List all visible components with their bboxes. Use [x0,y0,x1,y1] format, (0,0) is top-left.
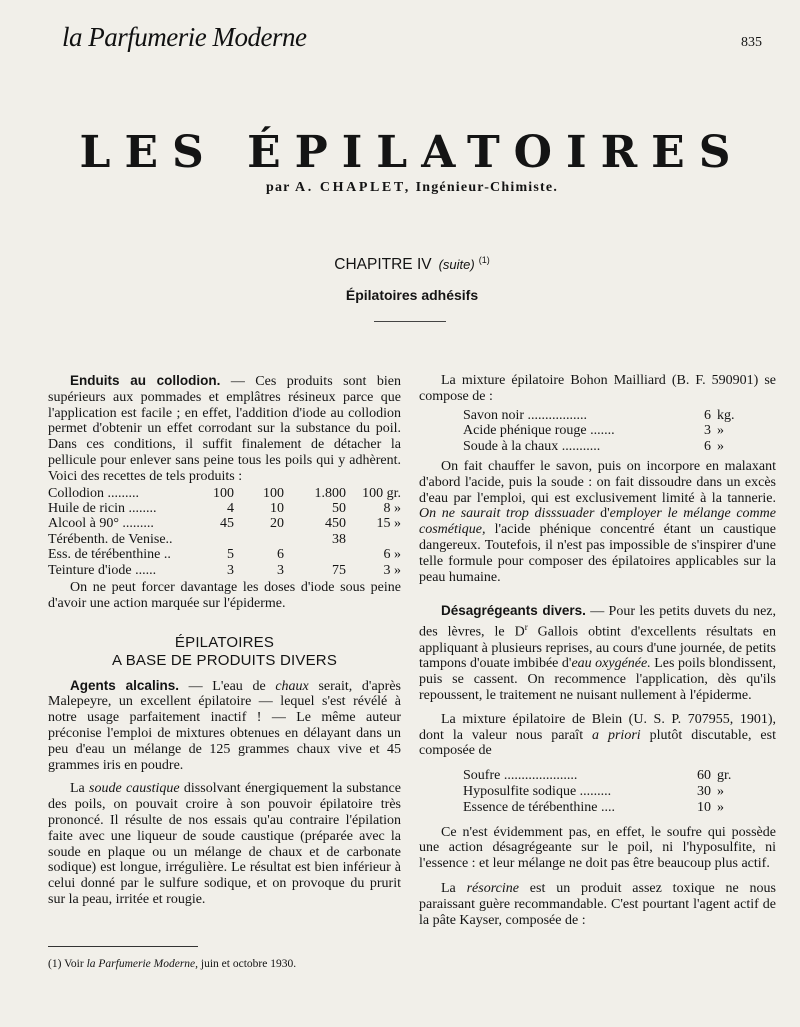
ingredient-qty: 3 [704,423,711,439]
table-row [48,563,401,578]
page-number: 835 [741,35,762,50]
ingredient-name: Hyposulfite sodique ......... [463,783,612,799]
recipe-row [463,423,751,439]
bohon-text-3: l'acide phénique concentré étant un caustique dangereux. Toutefois, il n'est pas impossible de s'inspirer d'une telle formule pour composer des épilatoires applicables sur la peau humaine. [419,522,776,585]
article-title: LES ÉPILATOIRES [79,127,745,178]
table-row [48,501,401,516]
desagregeants-text-1: — Pour les petits duvets du nez, des lèvres, le D [419,604,776,640]
ingredient-name: Ess. de térébenthine .. [48,547,171,563]
byline-role: Ingénieur-Chimiste. [415,180,559,195]
chapter-footnote-ref: (1) [478,255,490,265]
alcalins-text-2: serait, d'après Malepeyre, un excellent épilatoire — lequel s'est révélé à notre usage parfaitement inactif ! — Le même auteur préconise l'emploi de mixtures obtenues en délayant dans un peu d'eau un mélange de 125 grammes chaux vive et 45 grammes iris en poudre. [48,678,401,773]
footnote-italic: la Parfumerie Moderne, [86,958,199,970]
ingredient-qty [234,532,284,547]
ingredient-qty: 3 [277,562,284,578]
lead-desagregeants: Désagrégeants divers. [441,603,586,619]
ingredient-qty: 5 [227,547,234,563]
ingredient-qty: 15 » [376,516,401,532]
footnote-rule [48,946,198,947]
ingredient-qty: 38 [332,531,346,547]
ingredient-qty: 10 [270,500,284,516]
ingredient-qty: 10 [697,799,711,815]
chapter-number: CHAPITRE IV [334,256,432,274]
left-column [48,373,401,908]
ingredient-unit: » [717,783,724,799]
paragraph-blein-intro [419,712,776,759]
ingredient-qty: 30 [697,783,711,799]
desagregeants-italic: eau oxygénée. [571,656,651,672]
recipe-row [463,439,751,455]
ingredient-name: Savon noir ................. [463,407,588,423]
ingredient-qty: 6 [704,407,711,423]
soude-italic: soude caustique [89,781,180,797]
bohon-recipe-table [463,408,751,455]
ingredient-name: Alcool à 90° ......... [48,516,154,532]
byline-prefix: par [265,180,291,195]
ingredient-qty: 45 [220,516,234,532]
ingredient-qty: 6 [277,547,284,563]
ingredient-name: Térébenth. de Venise.. [48,531,173,547]
byline-author: A. CHAPLET, [295,180,411,195]
bohon-text-2: d' [594,506,610,522]
paragraph-bohon [419,459,776,585]
ingredient-qty: 450 [325,516,346,532]
table-row [48,516,401,531]
ingredient-qty: 100 [213,485,234,501]
ingredient-qty: 75 [332,562,346,578]
paragraph-iode: On ne peut forcer davantage les doses d'iode sous peine d'avoir une action marquée sur l'épiderme. [48,580,401,611]
ingredient-qty: 8 » [383,500,401,516]
ingredient-unit: kg. [717,407,735,423]
paragraph-alcalins [48,678,401,774]
desagregeants-text-2: Gallois obtint d'excellents résultats en appliquant à plusieurs reprises, au cours d'une journée, de petits tampons d'ouate imbibée d' [419,624,776,672]
ingredient-qty: 100 gr. [362,485,401,501]
resorcine-text-2: est un produit assez toxique ne nous paraissant guère recommandable. C'est pourtant l'agent actif de la pâte Kayser, composée de : [419,880,777,928]
desagregeants-text-3: Les poils blondissent, puis se cassent. On recommence l'application, dès qu'ils repoussent, le traitement ne nuisant nullement à l'épiderme. [419,656,776,703]
bohon-italic-2: employer le mélange comme cosmétique, [419,506,776,538]
ingredient-unit: » [717,439,724,455]
ingredient-qty: 6 [704,439,711,455]
ingredient-unit: » [717,423,724,439]
paragraph-soude [48,781,401,907]
soude-text-1: La [70,781,90,797]
paragraph-soufre: Ce n'est évidemment pas, en effet, le soufre qui possède une action désagrégeante sur le poil, ni l'hyposulfite, ni l'essence : et leur mélange ne doit pas être beaucoup plus actif. [419,824,776,872]
journal-masthead: la Parfumerie Moderne [62,22,307,52]
chapter-heading [0,255,800,274]
ingredient-name: Essence de térébenthine .... [463,799,615,815]
ingredient-qty: 3 [227,562,234,578]
byline [0,180,800,196]
ingredient-qty: 20 [270,516,284,532]
ornament-rule [374,321,446,322]
ingredient-unit: » [717,799,724,815]
paragraph-bohon-intro: La mixture épilatoire Bohon Mailliard (B. F. 590901) se compose de : [419,373,776,404]
ingredient-qty: 4 [227,500,234,516]
table-row [48,532,401,547]
ingredient-name: Teinture d'iode ...... [48,562,157,578]
ingredient-qty: 1.800 [314,485,346,501]
section-subtitle: Épilatoires adhésifs [345,287,479,303]
recipe-row [463,408,751,424]
ingredient-name: Acide phénique rouge ....... [463,423,615,439]
lead-collodion: Enduits au collodion. [70,373,221,388]
paragraph-desagregeants [419,603,776,703]
resorcine-italic: résorcine [466,880,519,896]
section-head-epilatoires: ÉPILATOIRES [174,633,275,651]
soude-text-2: dissolvant énergiquement la substance des poils, on pouvait croire à son pouvoir épilatoire très prononcé. Il résulte de nos essais qu'au contraire l'épilation faite avec une liqueur de soude caustique (préparée avec la soude en plaque ou un mélange de chaux et de carbonate sodique) est longue, irrégulière. Le résultat est bien inférieur à celui donné par le sulfure sodique, et on provoque du prurit sur la peau, irritée et rougie. [48,781,401,907]
ingredient-qty: 50 [332,500,346,516]
footnote [48,958,296,970]
ingredient-name: Huile de ricin ........ [48,500,157,516]
ingredient-qty: 3 » [383,562,401,578]
blein-recipe-table [463,768,751,815]
section-head-produits-divers: A BASE DE PRODUITS DIVERS [111,651,338,669]
ingredient-name: Soufre ..................... [463,768,578,784]
lead-alcalins: Agents alcalins. [70,677,179,693]
alcalins-text-1: — L'eau de [178,678,276,694]
bohon-italic-1: On ne saurait trop disssuader [419,506,595,522]
ingredient-qty: 100 [263,485,284,501]
ingredient-name: Collodion ......... [48,485,140,501]
chapter-suite: (suite) [438,257,475,273]
footnote-text-1: (1) Voir [48,958,87,970]
ingredient-name: Soude à la chaux ........... [463,439,601,455]
paragraph-collodion [48,373,401,485]
blein-text-2: plutôt discutable, est composée de [419,727,776,759]
blein-italic: a priori [592,727,641,743]
alcalins-italic: chaux [275,678,309,694]
collodion-text: — Ces produits sont bien supérieurs aux pommades et emplâtres résineux parce que l'application est facile ; en effet, l'addition d'iode au collodion permet d'obtenir un effet corrodant sur la substance du poil. Dans ces conditions, il suffit finalement de détacher la pellicule pour enlever sans peine tous les poils qui y adhèrent. Voici des recettes de tels produits : [48,374,401,484]
table-row [48,486,401,501]
ingredient-unit: gr. [717,768,732,784]
resorcine-text-1: La [441,880,467,896]
ingredient-qty [284,547,346,562]
footnote-text-2: juin et octobre 1930. [198,958,297,970]
paragraph-resorcine [419,881,776,928]
right-column [419,373,776,928]
recipe-row [463,768,751,784]
ingredient-qty: 6 » [383,547,401,563]
table-row [48,547,401,562]
desagregeants-sup: r [524,622,528,633]
blein-text-1: La mixture épilatoire de Blein (U. S. P. 707955, 1901), dont la valeur nous paraît [419,711,776,743]
ingredient-qty: 60 [697,768,711,784]
ingredient-qty [346,532,401,547]
recipe-row [463,800,751,816]
bohon-text-1: On fait chauffer le savon, puis on incorpore en malaxant d'abord l'acide, puis la soude : on fait dissoudre dans un excès d'eau par l'emploi, qui est exclusivement limité à la tannerie. [419,458,776,506]
collodion-recipes-table [48,486,401,578]
ingredient-qty [198,532,234,547]
recipe-row [463,784,751,800]
